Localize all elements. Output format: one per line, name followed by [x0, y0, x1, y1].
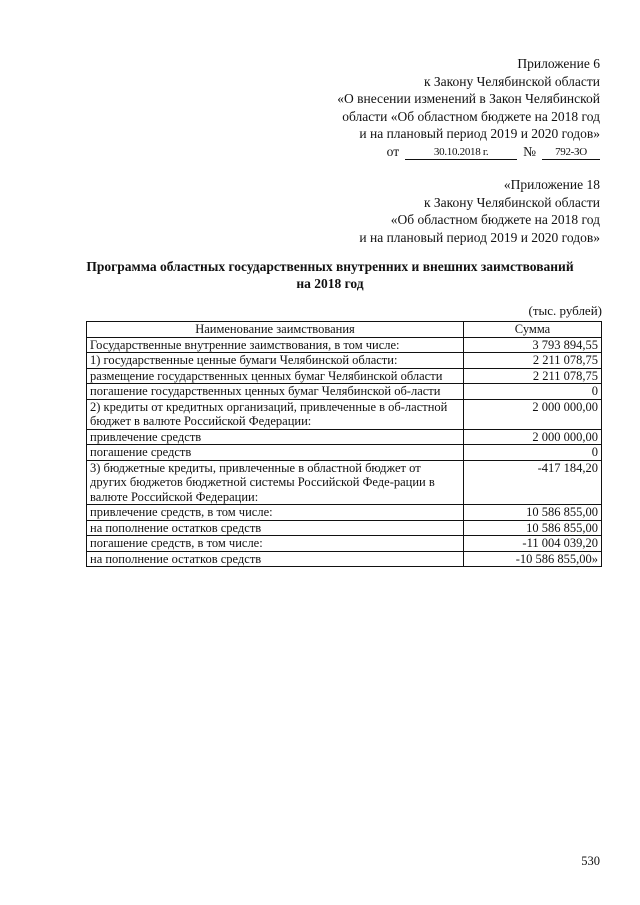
appendix-6-header [337, 55, 600, 160]
appendix-6-line: к Закону Челябинской области [423, 73, 600, 89]
row-amount: 0 [464, 384, 602, 400]
table-row [87, 384, 602, 400]
row-name: 3) бюджетные кредиты, привлеченные в областной бюджет от других бюджетов бюджетной системы Российской Феде-рации в валюте Российской Федерации: [87, 460, 464, 505]
title-line: на 2018 год [296, 276, 364, 291]
row-amount: 0 [464, 445, 602, 461]
row-name: Государственные внутренние заимствования, в том числе: [87, 337, 464, 353]
row-amount: 10 586 855,00 [464, 520, 602, 536]
table-row [87, 337, 602, 353]
law-date: 30.10.2018 г. [405, 146, 517, 160]
row-name: на пополнение остатков средств [87, 551, 464, 567]
row-name: на пополнение остатков средств [87, 520, 464, 536]
table-row [87, 399, 602, 429]
appendix-6-line: области «Об областном бюджете на 2018 год [342, 108, 600, 124]
row-amount: -11 004 039,20 [464, 536, 602, 552]
table-row [87, 505, 602, 521]
row-amount: 3 793 894,55 [464, 337, 602, 353]
row-amount: 2 000 000,00 [464, 399, 602, 429]
document-title [60, 258, 600, 292]
table-row [87, 551, 602, 567]
law-number: 792-ЗО [542, 146, 600, 160]
row-name: 1) государственные ценные бумаги Челябинской области: [87, 353, 464, 369]
appendix-18-line: «Приложение 18 [503, 177, 600, 192]
row-name: размещение государственных ценных бумаг Челябинской области [87, 368, 464, 384]
appendix-18-line: «Об областном бюджете на 2018 год [390, 212, 600, 227]
appendix-18-header [359, 176, 600, 246]
row-name: 2) кредиты от кредитных организаций, привлеченные в об-ластной бюджет в валюте Российской Федерации: [87, 399, 464, 429]
borrowings-table [86, 321, 602, 567]
row-amount: -10 586 855,00» [464, 551, 602, 567]
table-header-row [87, 322, 602, 338]
appendix-6-line: Приложение 6 [517, 56, 600, 71]
header-amount: Сумма [464, 322, 602, 338]
row-amount: 2 211 078,75 [464, 353, 602, 369]
row-name: погашение государственных ценных бумаг Челябинской об-ласти [87, 384, 464, 400]
row-name: привлечение средств [87, 429, 464, 445]
row-amount: -417 184,20 [464, 460, 602, 505]
table-row [87, 520, 602, 536]
table-row [87, 429, 602, 445]
table-row [87, 353, 602, 369]
row-amount: 2 211 078,75 [464, 368, 602, 384]
appendix-6-line: и на плановый период 2019 и 2020 годов» [359, 126, 600, 141]
appendix-18-line: и на плановый период 2019 и 2020 годов» [359, 229, 600, 245]
row-amount: 10 586 855,00 [464, 505, 602, 521]
table-row [87, 445, 602, 461]
date-prefix: от [386, 143, 400, 159]
table-row [87, 368, 602, 384]
title-line: Программа областных государственных внутренних и внешних заимствований [86, 259, 574, 274]
page-number: 530 [581, 854, 600, 868]
number-prefix: № [523, 143, 536, 159]
appendix-6-line: «О внесении изменений в Закон Челябинской [337, 91, 600, 106]
units-label: (тыс. рублей) [528, 303, 602, 318]
law-date-number-line [337, 143, 600, 161]
appendix-18-line: к Закону Челябинской области [423, 194, 600, 210]
header-name: Наименование заимствования [87, 322, 464, 338]
row-name: привлечение средств, в том числе: [87, 505, 464, 521]
row-amount: 2 000 000,00 [464, 429, 602, 445]
row-name: погашение средств [87, 445, 464, 461]
table-row [87, 460, 602, 505]
row-name: погашение средств, в том числе: [87, 536, 464, 552]
table-row [87, 536, 602, 552]
